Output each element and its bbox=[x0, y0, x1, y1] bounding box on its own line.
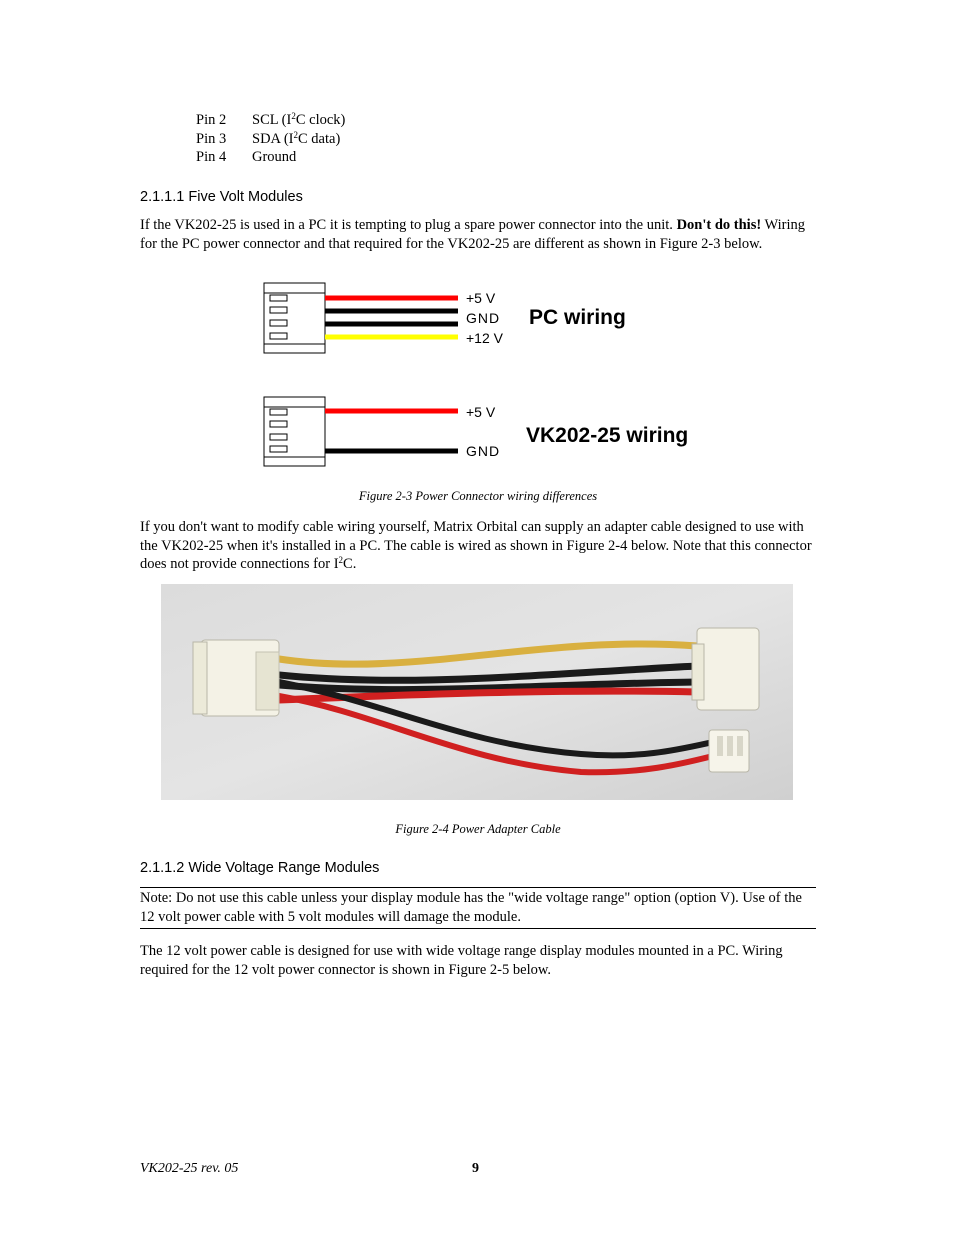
footer-doc-revision: VK202-25 rev. 05 bbox=[140, 1161, 239, 1176]
figure-2-3-caption: Figure 2-3 Power Connector wiring differences bbox=[358, 489, 598, 503]
pc-label-12v: +12 V bbox=[466, 330, 503, 346]
paragraph-12v-cable: The 12 volt power cable is designed for use with wide voltage range display modules mounted in a PC. Wiring required for the 12 volt power connector is shown in Figure 2-5 below. bbox=[140, 943, 783, 978]
pin-description: SCL ($I^2C$ clock) bbox=[252, 111, 346, 128]
vk-connector bbox=[264, 397, 325, 466]
pin-label: Pin 4 bbox=[196, 149, 227, 165]
paragraph-adapter-cable: If you don't want to modify cable wiring yourself, Matrix Orbital can supply an adapter cable designed to use with the VK202-25 when it's installed in a PC. The cable is wired as shown in Figure 2-4 below. Note that this connector does not provide connections for $I^2C$. bbox=[140, 519, 812, 572]
footer-page-number: 9 bbox=[472, 1161, 479, 1176]
section-heading-wide-voltage: 2.1.1.2 Wide Voltage Range Modules bbox=[140, 860, 380, 876]
pc-label-gnd: GND bbox=[466, 310, 501, 326]
figure-2-4-caption: Figure 2-4 Power Adapter Cable bbox=[395, 822, 561, 836]
pin-description: Ground bbox=[252, 149, 297, 165]
pc-wiring-title: PC wiring bbox=[529, 306, 626, 329]
note-text: Note: Do not use this cable unless your display module has the "wide voltage range" option (option V). Use of the 12 volt power cable with 5 volt modules will damage the module. bbox=[140, 890, 802, 925]
pin-list-item bbox=[196, 112, 345, 130]
pc-label-5v: +5 V bbox=[466, 290, 496, 306]
pc-wires bbox=[325, 298, 458, 337]
note-box bbox=[140, 887, 816, 929]
pin-label: Pin 2 bbox=[196, 112, 227, 128]
vk-wiring-title: VK202-25 wiring bbox=[526, 424, 689, 447]
adapter-cable-photo bbox=[161, 584, 793, 800]
pin-description: SDA ($I^2C$ data) bbox=[252, 130, 341, 147]
pin-list-item bbox=[196, 149, 296, 167]
vk-label-gnd: GND bbox=[466, 443, 501, 459]
section-heading-five-volt: 2.1.1.1 Five Volt Modules bbox=[140, 189, 303, 205]
pc-connector bbox=[264, 283, 325, 353]
warning-text: Don't do this! bbox=[676, 217, 762, 233]
pin-list-item bbox=[196, 131, 340, 149]
wiring-diagram bbox=[255, 278, 705, 470]
pin-label: Pin 3 bbox=[196, 131, 227, 147]
paragraph-five-volt: If the VK202-25 is used in a PC it is tempting to plug a spare power connector into the unit. Don't do this! Wiring for the PC power connector and that required for the VK202-25 are different as shown in Figure 2-3 below. bbox=[140, 217, 806, 252]
vk-label-5v: +5 V bbox=[466, 404, 496, 420]
vk-wires bbox=[325, 411, 458, 451]
